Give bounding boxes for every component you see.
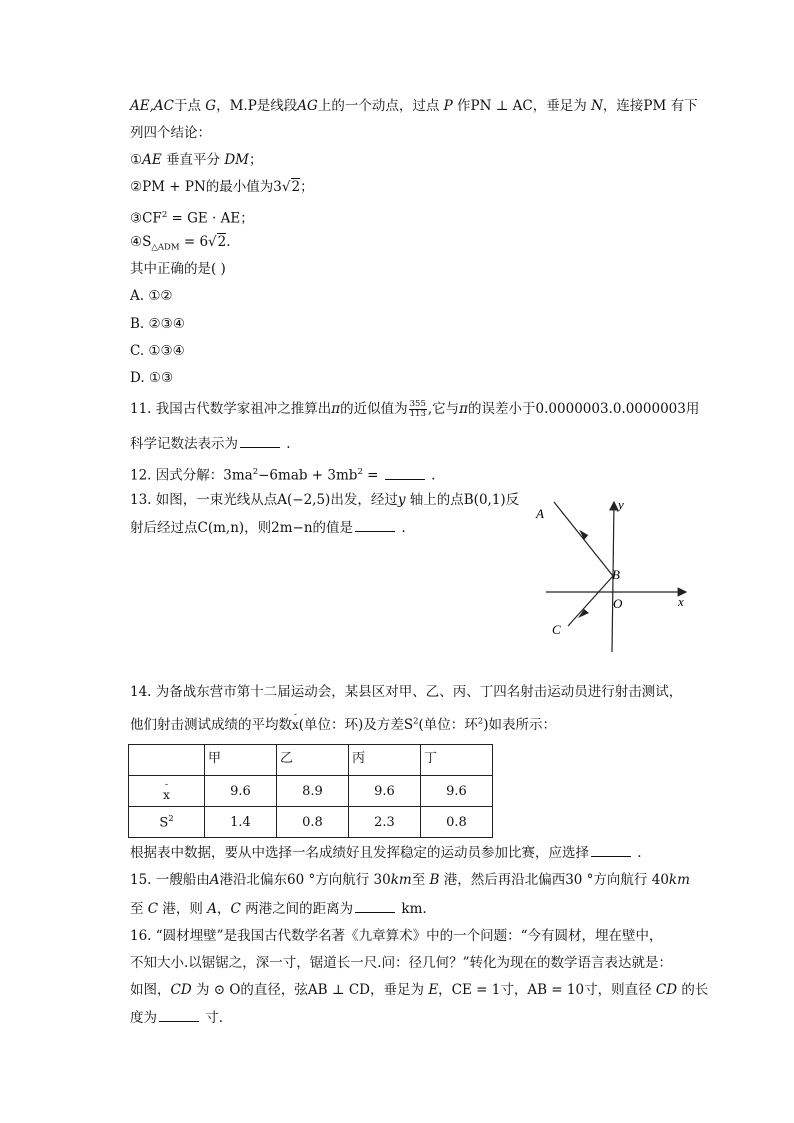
mean-x: x <box>292 718 299 732</box>
answer-blank <box>385 465 425 480</box>
q10-text: P <box>443 98 453 114</box>
q15-text: 港，则 <box>158 901 208 917</box>
table-cell: 1.4 <box>205 807 277 838</box>
q12-text: −6mab + 3mb <box>258 467 358 484</box>
answer-blank <box>591 842 631 857</box>
q16-text: ，CE = 1寸，AB = 10寸，则直径 <box>438 982 656 998</box>
q11-line-1 <box>130 399 699 419</box>
q10-option-a: A. ①② <box>130 288 173 304</box>
q10-c2: ②PM + PN的最小值为3 <box>130 179 282 195</box>
table-row-variance <box>129 807 493 838</box>
label-o: O <box>613 596 623 611</box>
table-cell: 9.6 <box>421 776 493 807</box>
q14-sup: 2 <box>413 716 419 727</box>
row-label-mean: - x <box>129 776 205 807</box>
q16-text: 为 ⊙ O的直径，弦AB ⊥ CD，垂足为 <box>191 982 429 998</box>
q11-text: 11. 我国古代数学家祖冲之推算出 <box>130 401 332 417</box>
q10-conclusion-1 <box>130 150 262 170</box>
table-header-cell <box>129 745 205 776</box>
variance-s: S <box>159 815 169 831</box>
q15-text: 两港之间的距离为 <box>240 901 354 917</box>
q12-text: 12. 因式分解：3ma <box>130 467 253 484</box>
q10-c3: ③CF <box>130 210 162 227</box>
table-cell: 9.6 <box>349 776 421 807</box>
q13-line-2 <box>130 517 406 538</box>
incident-ray <box>554 502 613 576</box>
table-header-row <box>129 745 493 776</box>
q12-sup: 2 <box>357 467 363 477</box>
q10-c4: . <box>226 234 231 250</box>
q10-conclusion-4 <box>130 232 231 258</box>
q14-text: )如表所示： <box>483 717 556 733</box>
q15-text: km <box>390 872 412 888</box>
q13-text: 轴上的点B(0,1)反 <box>405 492 520 508</box>
q14-text: (单位：环 <box>418 717 478 733</box>
q10-c2-radicand: 2 <box>291 179 301 195</box>
q16-text: CD <box>655 982 678 998</box>
q15-text: 港沿北偏东60 °方向航行 30 <box>219 872 391 888</box>
table-cell: 0.8 <box>277 807 349 838</box>
table-header-cell: 甲 <box>205 745 277 776</box>
q16-text: 的长 <box>677 982 709 998</box>
q15-text: C <box>230 901 241 917</box>
q11-line-2 <box>130 433 291 454</box>
q10-text: ，连接PM 有下 <box>602 98 698 114</box>
q11-text: ,它与 <box>427 401 460 417</box>
q15-line-2 <box>130 898 427 919</box>
table-header-cell: 丁 <box>421 745 493 776</box>
q11-text: 的误差小于0.0000003.0.0000003用 <box>468 401 700 417</box>
q10-text: AE,AC <box>130 98 174 114</box>
q10-c4-sub: △ADM <box>151 242 180 253</box>
answer-blank <box>355 517 395 532</box>
q13-reflection-figure <box>528 492 698 662</box>
q10-c1: ① <box>130 152 143 168</box>
table-header-cell: 乙 <box>277 745 349 776</box>
q15-text: 港，然后再沿北偏西30 °方向航行 40 <box>439 872 669 888</box>
pi-symbol: π <box>459 401 469 417</box>
label-y: y <box>618 497 624 512</box>
q14-score-table <box>128 744 493 838</box>
q10-c3: = GE · AE； <box>167 210 254 227</box>
q14-line-1: 14. 为备战东营市第十二届运动会，某县区对甲、乙、丙、丁四名射击运动员进行射击测试， <box>130 684 683 700</box>
q10-conclusion-3 <box>130 205 254 229</box>
q12-sup: 2 <box>252 467 259 477</box>
reflected-ray <box>568 576 613 626</box>
q15-end: km. <box>397 901 427 917</box>
q16-line-3 <box>130 980 708 1000</box>
q16-end: 寸. <box>201 1010 224 1026</box>
table-cell: 9.6 <box>205 776 277 807</box>
q10-c1: ； <box>248 152 263 168</box>
q10-text: 上的一个动点，过点 <box>317 98 444 114</box>
q15-text: km <box>668 872 690 888</box>
q15-text: 15. 一艘船由 <box>130 872 210 888</box>
q13-y: y <box>397 492 406 508</box>
q15-text: A <box>209 872 220 888</box>
q16-line-2: 不知大小.以锯锯之，深一寸，锯道长一尺.问：径几何？”转化为现在的数学语言表达就是： <box>130 955 672 971</box>
q10-text: AG <box>297 98 318 114</box>
q10-c1: DM <box>224 152 249 168</box>
q11-end: . <box>282 436 291 452</box>
label-b: B <box>612 567 620 582</box>
q10-option-b: B. ②③④ <box>130 316 185 332</box>
q15-text: 至 <box>411 872 430 888</box>
fraction-denominator: 113 <box>409 409 426 419</box>
q13-text: 射后经过点C(m,n)，则2m−n的值是 <box>130 520 354 536</box>
q14-sup: 2 <box>477 716 484 727</box>
label-a: A <box>536 506 544 521</box>
q15-line-1 <box>130 870 690 890</box>
q10-text: N <box>591 98 603 114</box>
q10-c4-radicand: 2 <box>217 234 227 250</box>
q12-line <box>130 462 435 486</box>
label-x: x <box>678 594 684 609</box>
pi-symbol: π <box>331 401 341 417</box>
q10-c3-sup: 2 <box>161 210 168 220</box>
q10-text: ，M.P是线段 <box>216 98 298 114</box>
q16-text: 如图， <box>130 982 171 998</box>
q10-question: 其中正确的是( ) <box>130 261 226 277</box>
q10-text: 于点 <box>173 98 206 114</box>
q11-fraction <box>409 400 427 419</box>
q16-text: 度为 <box>130 1010 157 1026</box>
q15-text: C <box>147 901 159 917</box>
q14-line-2 <box>130 710 556 735</box>
q10-text: G <box>205 98 217 114</box>
q13-text: 13. 如图，一束光线从点A(−2,5)出发，经过 <box>130 492 398 508</box>
answer-blank <box>159 1007 199 1022</box>
table-cell: 8.9 <box>277 776 349 807</box>
table-header-cell: 丙 <box>349 745 421 776</box>
label-c: C <box>552 622 561 637</box>
q10-line-1 <box>130 96 698 116</box>
mean-symbol: - x <box>292 710 299 732</box>
q13-end: . <box>397 520 406 536</box>
q15-text: ， <box>216 901 231 917</box>
answer-blank <box>240 433 280 448</box>
q14-text: (单位：环)及方差S <box>298 717 414 733</box>
answer-blank <box>355 898 395 913</box>
mean-x: x <box>163 787 170 802</box>
q10-conclusion-2 <box>130 177 314 197</box>
row-label-variance <box>129 807 205 838</box>
q16-text: CD <box>170 982 192 998</box>
q10-c4: = 6 <box>179 234 209 250</box>
q10-option-c: C. ①③④ <box>130 343 185 359</box>
q10-text: 作PN ⊥ AC，垂足为 <box>452 98 592 114</box>
q16-line-1: 16. “圆材埋壁”是我国古代数学名著《九章算术》中的一个问题：“今有圆材，埋在壁中， <box>130 928 663 944</box>
q10-option-d: D. ①③ <box>130 370 174 386</box>
sqrt-sign: √ <box>208 234 217 250</box>
q16-text: E <box>428 982 439 998</box>
table-row-mean <box>129 776 493 807</box>
q14-text: 他们射击测试成绩的平均数 <box>130 717 292 733</box>
q11-text: 科学记数法表示为 <box>130 436 238 452</box>
sqrt-sign: √ <box>281 179 291 195</box>
q14-end: . <box>633 845 642 861</box>
q13-line-1 <box>130 490 519 510</box>
q10-c1: 垂直平分 <box>161 152 225 168</box>
q10-c1: AE <box>142 152 162 168</box>
q12-end: . <box>426 467 436 484</box>
q14-after <box>130 842 642 863</box>
q15-text: A <box>207 901 217 917</box>
q14-text: 根据表中数据，要从中选择一名成绩好且发挥稳定的运动员参加比赛，应选择 <box>130 845 589 861</box>
q10-line-2: 列四个结论： <box>130 125 211 141</box>
table-cell: 0.8 <box>421 807 493 838</box>
variance-sup: 2 <box>168 813 174 824</box>
q10-c4: ④S <box>130 234 152 250</box>
q16-line-4 <box>130 1007 223 1028</box>
q10-c2: ； <box>300 179 314 195</box>
fraction-numerator: 355 <box>409 399 426 409</box>
q12-text: = <box>362 467 383 484</box>
table-cell: 2.3 <box>349 807 421 838</box>
q15-text: B <box>429 872 440 888</box>
q15-text: 至 <box>130 901 148 917</box>
q11-text: 的近似值为 <box>340 401 408 417</box>
